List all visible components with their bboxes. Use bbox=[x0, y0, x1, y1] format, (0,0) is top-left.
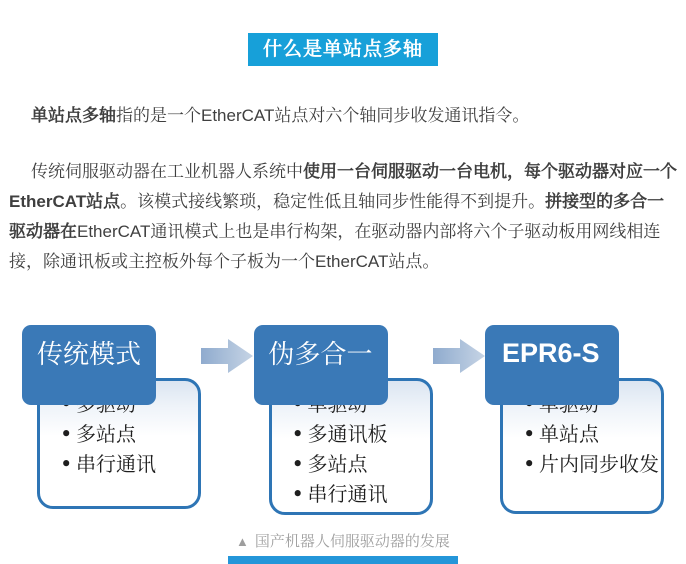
triangle-marker-icon: ▲ bbox=[236, 534, 249, 549]
bullet-dot-icon: • bbox=[60, 422, 73, 446]
right-arrow-icon bbox=[201, 339, 253, 373]
bullet-item bbox=[292, 479, 426, 509]
bullet-item bbox=[292, 449, 426, 479]
bullet-item bbox=[523, 449, 657, 479]
group-header-traditional: 传统模式 bbox=[22, 325, 156, 405]
body-paragraph bbox=[9, 157, 677, 277]
bullet-dot-icon: • bbox=[523, 422, 536, 446]
diagram-group-epr6s bbox=[485, 325, 664, 517]
bullet-dot-icon: • bbox=[60, 452, 73, 476]
bullet-item-text: 多站点 bbox=[307, 452, 368, 476]
section-title-badge: 什么是单站点多轴 bbox=[248, 33, 438, 66]
text-segment: 指的是一个EtherCAT站点对六个轴同步收发通讯指令。 bbox=[116, 106, 530, 125]
bullet-dot-icon: • bbox=[291, 482, 304, 506]
figure-caption-text: 国产机器人伺服驱动器的发展 bbox=[254, 533, 450, 550]
bold-text-segment: 使用一台伺服驱动一台电机，每个驱动器对应一个EtherCAT站点 bbox=[9, 162, 677, 211]
bullet-dot-icon: • bbox=[523, 452, 536, 476]
bullet-dot-icon: • bbox=[291, 452, 304, 476]
evolution-diagram bbox=[0, 325, 686, 517]
article-body bbox=[0, 101, 686, 277]
bullet-item bbox=[60, 449, 194, 479]
bullet-item bbox=[60, 419, 194, 449]
bullet-dot-icon: • bbox=[291, 422, 304, 446]
bold-text-segment: 拼接型的多合一驱动器在 bbox=[9, 192, 665, 241]
bullet-item-text: 单站点 bbox=[539, 422, 599, 446]
group-header-epr6s: EPR6-S bbox=[485, 325, 619, 405]
bullet-item-text: 多通讯板 bbox=[307, 422, 388, 446]
text-segment: 。该模式接线繁琐，稳定性低且轴同步性能得不到提升。 bbox=[120, 192, 546, 211]
text-segment: EtherCAT通讯模式上也是串行构架，在驱动器内部将六个子驱动板用网线相连接，除通讯板或主控板外每个子板为一个EtherCAT站点。 bbox=[9, 222, 661, 271]
bullet-item-text: 片内同步收发 bbox=[539, 452, 659, 476]
right-arrow-icon bbox=[433, 339, 485, 373]
bullet-item bbox=[292, 419, 426, 449]
text-segment: 传统伺服驱动器在工业机器人系统中 bbox=[31, 162, 303, 181]
body-paragraph bbox=[9, 101, 677, 131]
bold-text-segment: 单站点多轴 bbox=[31, 106, 116, 125]
diagram-group-traditional bbox=[22, 325, 201, 517]
bottom-blue-bar bbox=[228, 556, 458, 564]
diagram-group-pseudo-multi-in-one bbox=[254, 325, 433, 517]
bullet-item-text: 串行通讯 bbox=[76, 452, 156, 476]
bullet-item-text: 串行通讯 bbox=[307, 482, 388, 506]
bullet-item bbox=[523, 419, 657, 449]
bullet-item-text: 多站点 bbox=[76, 422, 136, 446]
figure-caption bbox=[0, 534, 686, 550]
group-header-pseudo-multi-in-one: 伪多合一 bbox=[254, 325, 388, 405]
